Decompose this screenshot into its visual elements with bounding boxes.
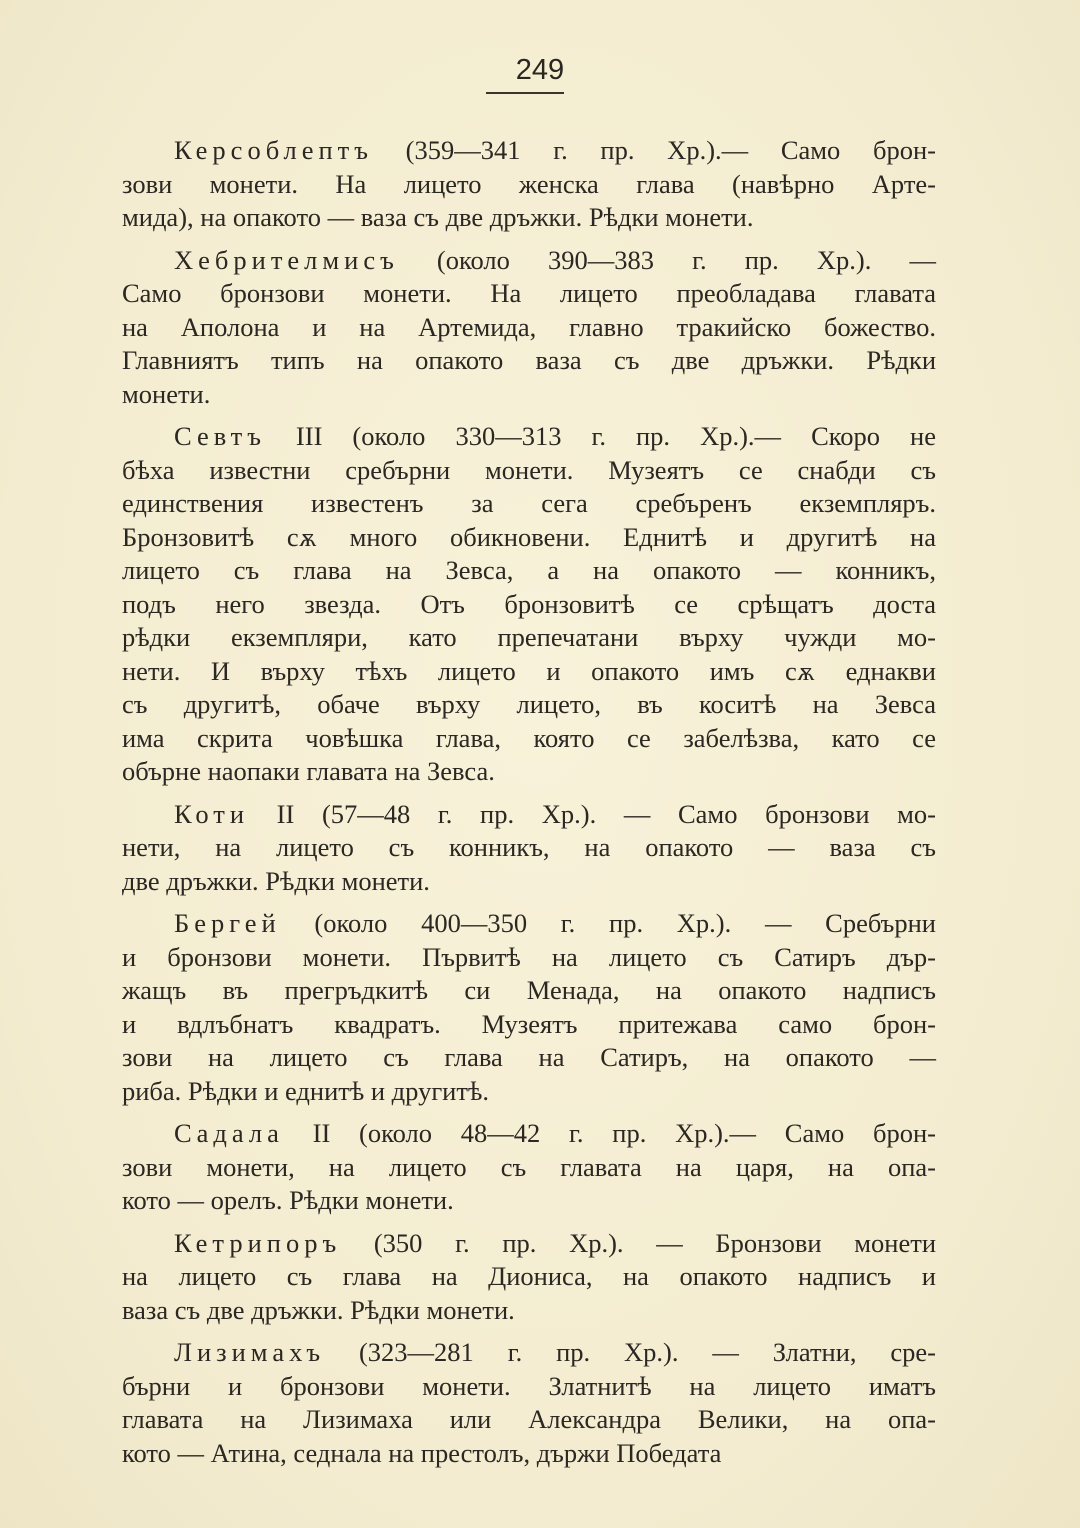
text-line: Бронзовитѣ сѫ много обикновени. Еднитѣ и другитѣ на xyxy=(122,521,936,552)
paragraph xyxy=(122,244,936,412)
page-number: 249 xyxy=(515,54,565,86)
text-line: монети. xyxy=(122,378,211,409)
text-line: Само бронзови монети. На лицето преобладава главата xyxy=(122,278,936,308)
paragraph xyxy=(122,134,936,235)
paragraph xyxy=(122,1117,936,1218)
text-line: зови на лицето съ глава на Сатиръ, на опакото — xyxy=(122,1042,936,1072)
ruler-name: Кетрипоръ xyxy=(174,1227,342,1258)
text-line xyxy=(122,798,936,832)
ruler-name: Коти xyxy=(174,798,250,829)
ruler-name: Садала xyxy=(174,1118,284,1148)
text-line: има скрита човѣшка глава, която се забелѣзва, като се xyxy=(122,722,936,753)
text-line xyxy=(122,244,936,278)
paragraph xyxy=(122,420,936,789)
ruler-name: Севтъ xyxy=(174,421,266,451)
line-text: (323—281 г. пр. Хр.). — Златни, сре- xyxy=(325,1337,936,1367)
text-line: и вдлъбнатъ квадратъ. Музеятъ притежава само брон- xyxy=(122,1008,936,1039)
text-line: единствения известенъ за сега сребъренъ екземпляръ. xyxy=(122,488,936,518)
paragraph xyxy=(122,1336,936,1470)
line-text: (около 390—383 г. пр. Хр.). — xyxy=(398,244,936,275)
line-text: II (около 48—42 г. пр. Хр.).— Само брон- xyxy=(283,1118,936,1148)
text-line: зови монети, на лицето съ главата на царя, на опа- xyxy=(122,1151,936,1182)
line-text: II (57—48 г. пр. Хр.). — Само бронзови мо- xyxy=(249,798,936,829)
text-line: на лицето съ глава на Диониса, на опакото надписъ и xyxy=(122,1261,936,1291)
text-line: кото — Атина, седнала на престолъ, държи Победата xyxy=(122,1437,722,1468)
text-line: зови монети. На лицето женска глава (навѣрно Арте- xyxy=(122,168,936,199)
line-text: (359—341 г. пр. Хр.).— Само брон- xyxy=(372,135,936,165)
text-line: подъ него звезда. Отъ бронзовитѣ се срѣщатъ доста xyxy=(122,588,936,619)
text-line xyxy=(122,1336,936,1370)
text-line: кото — орелъ. Рѣдки монети. xyxy=(122,1185,454,1215)
page-number-rule xyxy=(486,92,564,94)
text-line: бѣха известни сребърни монети. Музеятъ се снабди съ xyxy=(122,454,936,485)
text-line: обърне наопаки главата на Зевса. xyxy=(122,756,495,786)
line-text: III (около 330—313 г. пр. Хр.).— Скоро не xyxy=(265,421,936,451)
text-line: нети, на лицето съ конникъ, на опакото — ваза съ xyxy=(122,832,936,862)
text-line: рѣдки екземпляри, като препечатани върху чужди мо- xyxy=(122,622,936,652)
ruler-name: Лизимахъ xyxy=(174,1337,326,1367)
text-line: нети. И върху тѣхъ лицето и опакото имъ сѫ еднакви xyxy=(122,655,936,686)
text-line: ваза съ две дръжки. Рѣдки монети. xyxy=(122,1294,515,1325)
text-line xyxy=(122,1227,936,1261)
ruler-name: Керсоблептъ xyxy=(174,135,373,165)
text-line: лицето съ глава на Зевса, а на опакото — конникъ, xyxy=(122,555,936,585)
text-line: две дръжки. Рѣдки монети. xyxy=(122,865,430,896)
ruler-name: Бергей xyxy=(174,908,281,938)
paragraph xyxy=(122,907,936,1108)
text-line: бърни и бронзови монети. Златнитѣ на лицето иматъ xyxy=(122,1370,936,1401)
line-text: (около 400—350 г. пр. Хр.). — Сребърни xyxy=(280,908,936,938)
text-line: на Аполона и на Артемида, главно тракийско божество. xyxy=(122,311,936,342)
ruler-name: Хебрителмисъ xyxy=(174,244,399,275)
text-line: риба. Рѣдки и еднитѣ и другитѣ. xyxy=(122,1075,489,1106)
text-line: Главниятъ типъ на опакото ваза съ две дръжки. Рѣдки xyxy=(122,345,936,375)
text-line xyxy=(122,420,936,454)
paragraph xyxy=(122,798,936,899)
text-line: и бронзови монети. Първитѣ на лицето съ Сатиръ дър- xyxy=(122,941,936,972)
paragraph xyxy=(122,1227,936,1328)
line-text: (350 г. пр. Хр.). — Бронзови монети xyxy=(341,1227,936,1258)
text-line xyxy=(122,134,936,168)
text-line: съ другитѣ, обаче върху лицето, въ коситѣ на Зевса xyxy=(122,689,936,719)
text-line: главата на Лизимаха или Александра Велики, на опа- xyxy=(122,1404,936,1434)
text-line: жащъ въ прегръдкитѣ си Менада, на опакото надписъ xyxy=(122,975,936,1005)
body-text xyxy=(122,134,936,1479)
text-line: мида), на опакото — ваза съ две дръжки. Рѣдки монети. xyxy=(122,202,754,232)
text-line xyxy=(122,907,936,941)
text-line xyxy=(122,1117,936,1151)
